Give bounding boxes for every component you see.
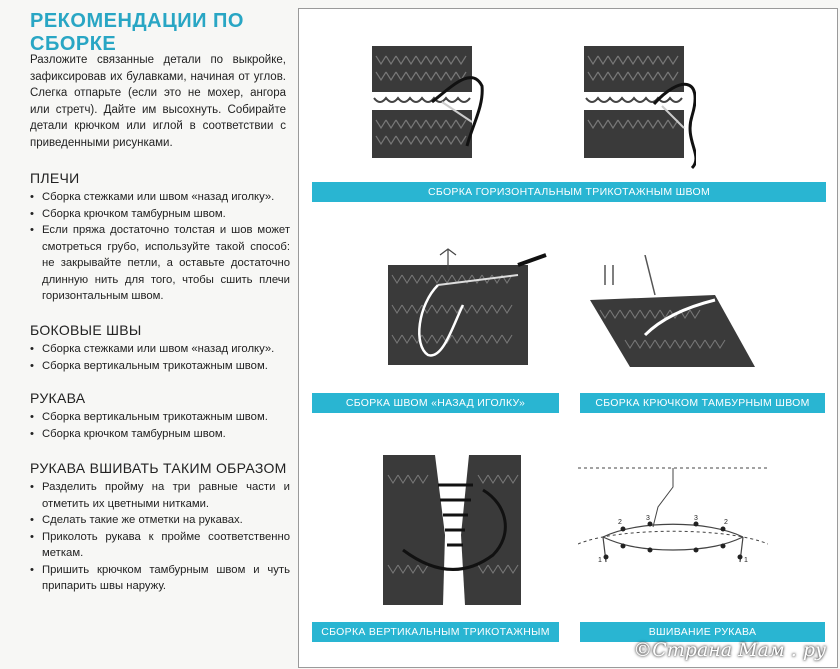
list-item: • Сделать такие же отметки на рукавах. <box>30 512 290 529</box>
section-shoulders <box>30 170 290 305</box>
list-item: • Если пряжа достаточно толстая и шов может смотреться грубо, используйте такой способ: не закрывайте петли, а оставьте достаточно длинную нить для того, чтобы сшить плечи горизонтальным швом. <box>30 222 290 305</box>
list-item: • Сборка стежками или швом «назад иголку». <box>30 189 290 206</box>
list-item: • Сборка крючком тамбурным швом. <box>30 426 290 443</box>
knit-crochet-seam-illustration <box>585 255 760 373</box>
list-item: • Пришить крючком тамбурным швом и чуть припарить швы наружу. <box>30 562 290 595</box>
knit-horizontal-seam-illustration-2 <box>584 46 696 171</box>
diagram-label-2: 2 <box>618 519 622 526</box>
section-set-in-sleeves <box>30 460 290 595</box>
section-heading: ПЛЕЧИ <box>30 170 80 186</box>
knit-horizontal-seam-illustration-1 <box>372 46 484 158</box>
caption-crochet-seam: СБОРКА КРЮЧКОМ ТАМБУРНЫМ ШВОМ <box>580 393 825 413</box>
list-item: • Сборка крючком тамбурным швом. <box>30 206 290 223</box>
diagram-label-3: 3 <box>646 515 650 522</box>
diagram-label-3: 3 <box>694 515 698 522</box>
caption-horizontal-seam: СБОРКА ГОРИЗОНТАЛЬНЫМ ТРИКОТАЖНЫМ ШВОМ <box>312 182 826 202</box>
list-item: • Сборка вертикальным трикотажным швом. <box>30 358 290 375</box>
intro-paragraph: Разложите связанные детали по выкройке, зафиксировав их булавками, начиная от углов. Слегка отпарьте (если это не мохер, ангора или стретч). Дайте им высохнуть. Собирайте детали крючком или иглой в соответствии с приведенными рисунками. <box>30 54 286 149</box>
section-heading: БОКОВЫЕ ШВЫ <box>30 322 142 338</box>
list-item: • Сборка вертикальным трикотажным швом. <box>30 409 290 426</box>
caption-backstitch: СБОРКА ШВОМ «НАЗАД ИГОЛКУ» <box>312 393 559 413</box>
section-sleeves <box>30 390 290 442</box>
sleeve-setting-diagram <box>578 462 768 622</box>
knit-backstitch-illustration <box>378 245 550 375</box>
diagram-label-1: 1 <box>598 557 602 564</box>
list-item: • Приколоть рукава к пройме соответственно меткам. <box>30 529 290 562</box>
page-title: РЕКОМЕНДАЦИИ ПО СБОРКЕ <box>30 10 244 55</box>
section-side-seams <box>30 322 290 374</box>
caption-sleeve-setting: ВШИВАНИЕ РУКАВА <box>580 622 825 642</box>
diagram-label-1: 1 <box>744 557 748 564</box>
section-heading: РУКАВА ВШИВАТЬ ТАКИМ ОБРАЗОМ <box>30 460 287 476</box>
watermark: ©Страна Мам . ру <box>633 639 826 661</box>
section-heading: РУКАВА <box>30 390 86 406</box>
diagram-label-2: 2 <box>724 519 728 526</box>
instructions-column <box>0 0 300 669</box>
list-item: • Разделить пройму на три равные части и отметить их цветными нитками. <box>30 479 290 512</box>
caption-vertical-seam: СБОРКА ВЕРТИКАЛЬНЫМ ТРИКОТАЖНЫМ ШВОМ <box>312 622 559 642</box>
knit-vertical-seam-illustration <box>383 455 521 607</box>
list-item: • Сборка стежками или швом «назад иголку». <box>30 341 290 358</box>
